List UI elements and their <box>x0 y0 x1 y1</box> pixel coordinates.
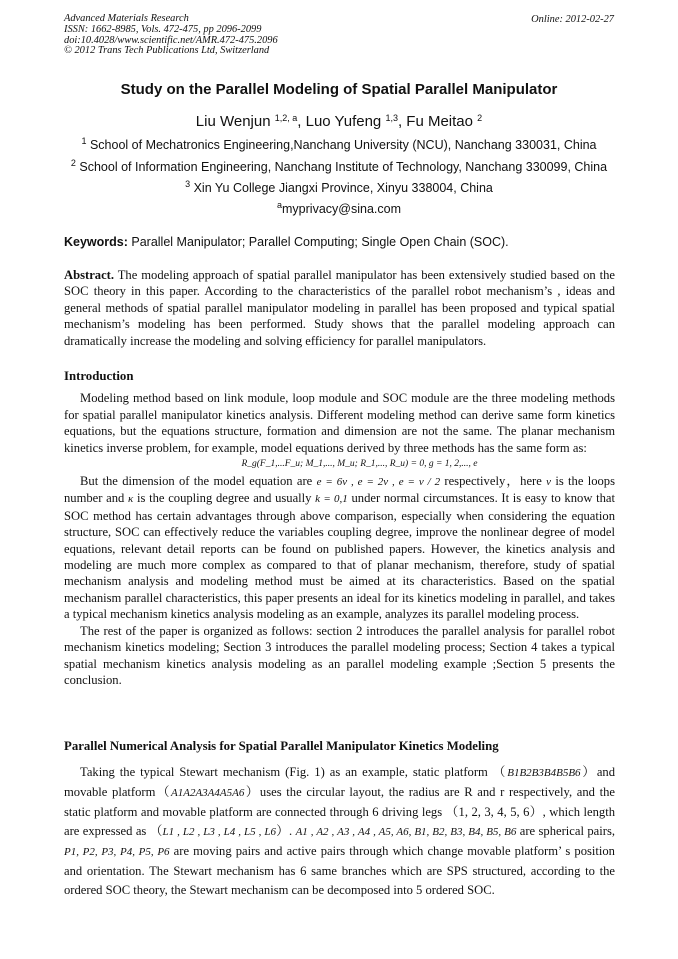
abstract-label: Abstract. <box>64 268 115 282</box>
text: are moving pairs and active pairs through which change movable platform’ s position and orientation. The Stewart mechanism has 6 same branches which are SPS structured, according to the ordered SOC theory, the Stewart mechanism can be decomposed into 5 ordered SOC. <box>64 844 615 898</box>
math: B1B2B3B4B5B6 <box>507 767 581 780</box>
affil-text: Xin Yu College Jiangxi Province, Xinyu 338004, China <box>190 181 493 195</box>
keywords-text: Parallel Manipulator; Parallel Computing; Single Open Chain (SOC). <box>127 235 509 249</box>
affiliation <box>0 181 678 195</box>
math: L1 , L2 , L3 , L4 , L5 , L6 <box>162 826 276 839</box>
text: is the loops number and <box>64 474 616 506</box>
abstract <box>64 267 615 349</box>
separator: , <box>297 113 306 130</box>
affil-mark: 3 <box>185 179 191 189</box>
text: is the coupling degree and usually <box>133 491 316 506</box>
section-heading: Parallel Numerical Analysis for Spatial Parallel Manipulator Kinetics Modeling <box>64 739 499 753</box>
text: respectively，here <box>440 474 547 489</box>
math: P1, P2, P3, P4, P5, P6 <box>64 846 170 859</box>
affiliation <box>0 138 678 152</box>
paper-title: Study on the Parallel Modeling of Spatial Parallel Manipulator <box>120 81 558 98</box>
equation: R_g(F_1,...F_u; M_1,..., M_u; R_1,..., R_u) = 0, g = 1, 2,..., e <box>241 459 478 470</box>
journal-name: Advanced Materials Research <box>64 13 189 24</box>
affiliation <box>0 160 678 174</box>
doi: doi:10.4028/www.scientific.net/AMR.472-475.2096 <box>64 34 278 46</box>
paragraph: Modeling method based on link module, loop module and SOC module are the three modeling methods for spatial parallel manipulator kinetics analysis. Different modeling method can derive same form kinetics equations, but the equations structure, formation and dimension are not the same. The planar mechanism kinetics inverse problem, for example, model equations derived by three methods has the same form as: <box>64 391 615 455</box>
abstract-text: The modeling approach of spatial parallel manipulator has been extensively studied based on the SOC theory in this paper. According to the characteristics of the parallel robot mechanism’s , ideas and general methods of spatial parallel manipulator modeling in parallel has been proposed and typical spatial mechanism’s modeling has been performed. Study shows that the parallel modeling approach can dramatically increase the modeling and solving efficiency for parallel manipulators. <box>64 268 615 348</box>
email-text: myprivacy@sina.com <box>282 202 401 216</box>
author-list <box>0 113 678 130</box>
section-2 <box>64 738 615 900</box>
separator: , <box>397 113 407 130</box>
section-heading: Introduction <box>64 369 134 383</box>
affil-mark: 1 <box>81 136 87 146</box>
paragraph <box>64 763 615 900</box>
email <box>0 202 678 216</box>
affil-text: School of Information Engineering, Nanchang Institute of Technology, Nanchang 330099, China <box>75 160 608 174</box>
math: k = 0,1 <box>315 493 348 506</box>
text: But the dimension of the model equation are <box>80 474 317 489</box>
online-date: Online: 2012-02-27 <box>531 14 614 25</box>
text: ）and movable platform（ <box>64 765 616 800</box>
text: Taking the typical Stewart mechanism (Fig. 1) as an example, static platform （ <box>80 765 508 780</box>
introduction-section <box>64 368 615 688</box>
math: κ <box>128 493 134 506</box>
text: ）. <box>275 824 296 839</box>
author: Luo Yufeng <box>305 113 386 130</box>
issn: ISSN: 1662-8985, Vols. 472-475, pp 2096-2099 <box>64 23 262 35</box>
author: Fu Meitao <box>406 113 478 130</box>
text: are spherical pairs, <box>516 824 616 839</box>
affil-text: School of Mechatronics Engineering,Nanchang University (NCU), Nanchang 330031, China <box>86 138 597 152</box>
affil-mark: 2 <box>70 158 76 168</box>
math: ν <box>546 476 552 489</box>
math: A1A2A3A4A5A6 <box>171 787 245 800</box>
keywords <box>64 235 509 249</box>
author-affil: 1,2, a <box>274 113 298 123</box>
math: e = 6ν , e = 2ν , e = ν / 2 <box>316 476 441 489</box>
math: A1 , A2 , A3 , A4 , A5, A6, B1, B2, B3, B4, B5, B6 <box>295 826 517 839</box>
journal-header <box>64 14 278 57</box>
text: under normal circumstances. It is easy to know that SOC method has certain advantages through above comparison, especially when considering the equation structure, SOC can effectively reduce the variables coupling degree, improve the nonlinear degree of model equations, relevant detail reports can be found on published papers. However, the kinetics analysis and modeling are much more complex as compared to that of planar mechanism, therefore, study of spatial mechanism analysis and modeling method must be aimed at its characteristics. Based on the spatial mechanism parallel characteristics, this paper presents an ideal for its kinetics modeling in parallel, and takes a typical mechanism kinetics analysis modeling as an example, analyzes its parallel modeling process. <box>64 491 615 622</box>
paragraph <box>64 473 615 623</box>
author: Liu Wenjun <box>195 113 275 130</box>
author-affil: 1,3 <box>385 113 398 123</box>
text: ）uses the circular layout, the radius are R and r respectively, and the static platform and movable platform are connected through 6 driving legs （1, 2, 3, 4, 5, 6）, which length are expressed as （ <box>64 785 615 839</box>
copyright: © 2012 Trans Tech Publications Ltd, Switzerland <box>64 45 270 57</box>
affil-mark: a <box>277 200 283 210</box>
paragraph: The rest of the paper is organized as follows: section 2 introduces the parallel analysis for parallel robot mechanism kinetics modeling; Section 3 introduces the parallel modeling process; Section 4 takes a typical spatial mechanism kinetics analysis modeling as an parallel modeling example ;Section 5 presents the conclusion. <box>64 623 615 687</box>
author-affil: 2 <box>477 113 483 123</box>
keywords-label: Keywords: <box>64 235 128 249</box>
